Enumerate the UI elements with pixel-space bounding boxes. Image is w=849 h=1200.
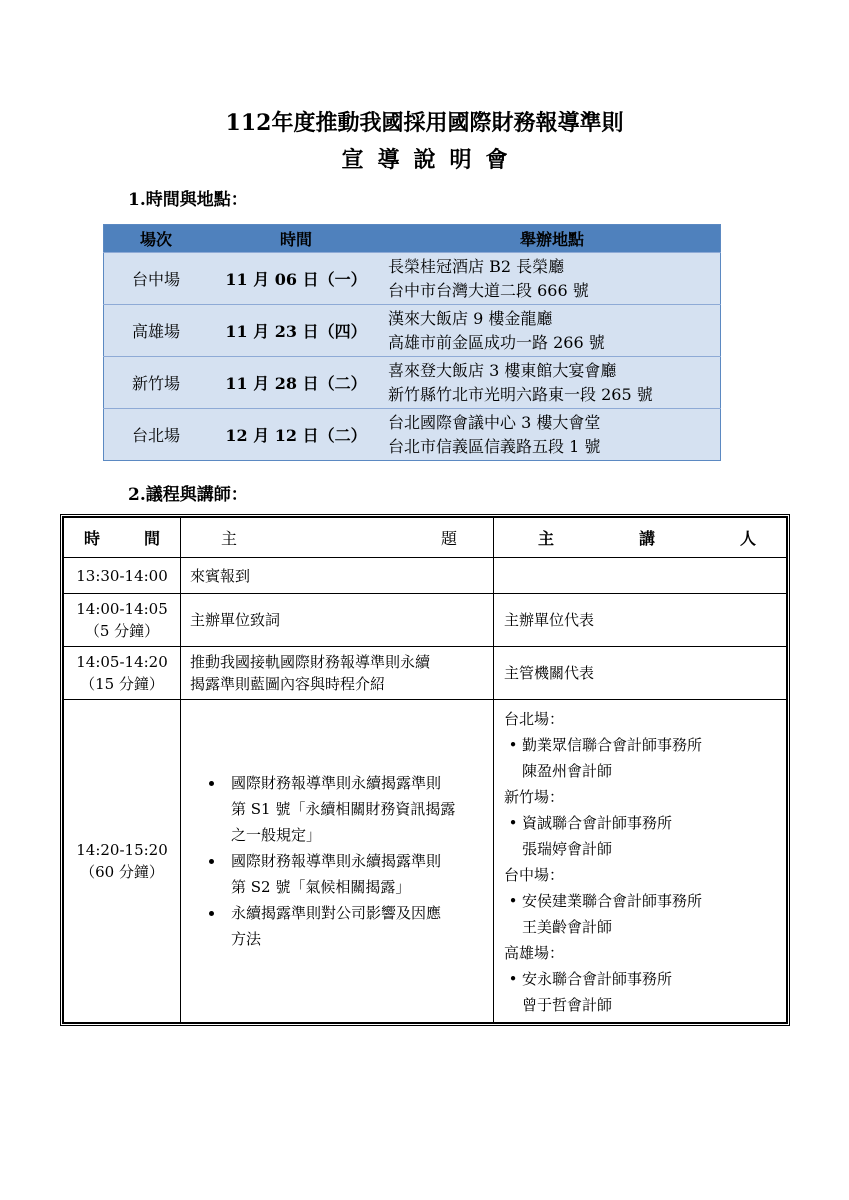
venue-row xyxy=(104,305,721,357)
agenda-header-time: 時 間 xyxy=(64,518,181,558)
speaker-person: 曾于哲會計師 xyxy=(522,996,613,1014)
speaker-venue: 台中場： xyxy=(504,866,565,884)
agenda-topic-list xyxy=(181,700,494,1023)
agenda-row xyxy=(64,594,787,647)
venue-header-session: 場次 xyxy=(104,225,209,253)
agenda-time: 14:20-15:20 （60 分鐘） xyxy=(64,700,181,1023)
venue-address: 新竹縣竹北市光明六路東一段 265 號 xyxy=(388,384,653,404)
venue-session: 台北場 xyxy=(104,409,209,461)
agenda-speaker: 主管機關代表 xyxy=(494,647,787,700)
speaker-person: 陳盈州會計師 xyxy=(522,762,613,780)
speaker-firm: • 勤業眾信聯合會計師事務所 xyxy=(504,732,786,758)
venue-header-time: 時間 xyxy=(208,225,384,253)
agenda-table-frame xyxy=(60,514,790,1026)
speaker-venue: 新竹場： xyxy=(504,788,565,806)
venue-place: 喜來登大飯店 3 樓東館大宴會廳 xyxy=(388,360,617,380)
agenda-row xyxy=(64,647,787,700)
venue-place: 漢來大飯店 9 樓金龍廳 xyxy=(388,308,553,328)
venue-date: 11 月 28 日（二） xyxy=(208,357,384,409)
venue-header-location: 舉辦地點 xyxy=(384,225,721,253)
bullet-icon: • xyxy=(508,970,518,988)
venue-place: 長榮桂冠酒店 B2 長榮廳 xyxy=(388,256,565,276)
venue-address: 台北市信義區信義路五段 1 號 xyxy=(388,436,601,456)
speaker-firm: • 安侯建業聯合會計師事務所 xyxy=(504,888,786,914)
agenda-topic: 主辦單位致詞 xyxy=(181,594,494,647)
speaker-person: 張瑞婷會計師 xyxy=(522,840,613,858)
speaker-firm: • 安永聯合會計師事務所 xyxy=(504,966,786,992)
agenda-topic: 來賓報到 xyxy=(181,558,494,594)
section-agenda-heading: 2.議程與講師： xyxy=(128,485,248,505)
agenda-header-topic: 主 題 xyxy=(181,518,494,558)
section-time-location-heading: 1.時間與地點： xyxy=(128,190,248,210)
agenda-main-row xyxy=(64,700,787,1023)
title-line-1: 112年度推動我國採用國際財務報導準則 xyxy=(225,110,624,136)
venue-row xyxy=(104,357,721,409)
venue-date: 11 月 23 日（四） xyxy=(208,305,384,357)
venue-place: 台北國際會議中心 3 樓大會堂 xyxy=(388,412,601,432)
agenda-table xyxy=(63,517,787,1023)
agenda-header-row xyxy=(64,518,787,558)
speaker-venue: 高雄場： xyxy=(504,944,565,962)
venue-table xyxy=(103,224,721,461)
topic-item: • 國際財務報導準則永續揭露準則 第 S1 號「永續相關財務資訊揭露 之一般規定」 xyxy=(225,770,493,848)
agenda-speaker-list xyxy=(494,700,787,1023)
venue-address: 台中市台灣大道二段 666 號 xyxy=(388,280,589,300)
venue-location xyxy=(384,409,721,461)
venue-location xyxy=(384,357,721,409)
topic-item: • 國際財務報導準則永續揭露準則 第 S2 號「氣候相關揭露」 xyxy=(225,848,493,900)
agenda-time: 14:05-14:20 （15 分鐘） xyxy=(64,647,181,700)
topic-item: • 永續揭露準則對公司影響及因應 方法 xyxy=(225,900,493,952)
bullet-icon: • xyxy=(508,814,518,832)
agenda-time: 14:00-14:05 （5 分鐘） xyxy=(64,594,181,647)
venue-row xyxy=(104,409,721,461)
venue-session: 高雄場 xyxy=(104,305,209,357)
agenda-row xyxy=(64,558,787,594)
agenda-time: 13:30-14:00 xyxy=(64,558,181,594)
agenda-speaker: 主辦單位代表 xyxy=(494,594,787,647)
venue-date: 11 月 06 日（一） xyxy=(208,253,384,305)
venue-session: 新竹場 xyxy=(104,357,209,409)
agenda-speaker xyxy=(494,558,787,594)
venue-session: 台中場 xyxy=(104,253,209,305)
bullet-icon: • xyxy=(508,892,518,910)
speaker-person: 王美齡會計師 xyxy=(522,918,613,936)
venue-header-row xyxy=(104,225,721,253)
venue-row xyxy=(104,253,721,305)
venue-location xyxy=(384,305,721,357)
venue-location xyxy=(384,253,721,305)
speaker-venue: 台北場： xyxy=(504,710,565,728)
bullet-icon: • xyxy=(508,736,518,754)
agenda-topic: 推動我國接軌國際財務報導準則永續 揭露準則藍圖內容與時程介紹 xyxy=(181,647,494,700)
title-line-2: 宣導說明會 xyxy=(341,147,522,173)
venue-address: 高雄市前金區成功一路 266 號 xyxy=(388,332,605,352)
agenda-header-speaker: 主 講 人 xyxy=(494,518,787,558)
venue-date: 12 月 12 日（二） xyxy=(208,409,384,461)
speaker-firm: • 資誠聯合會計師事務所 xyxy=(504,810,786,836)
